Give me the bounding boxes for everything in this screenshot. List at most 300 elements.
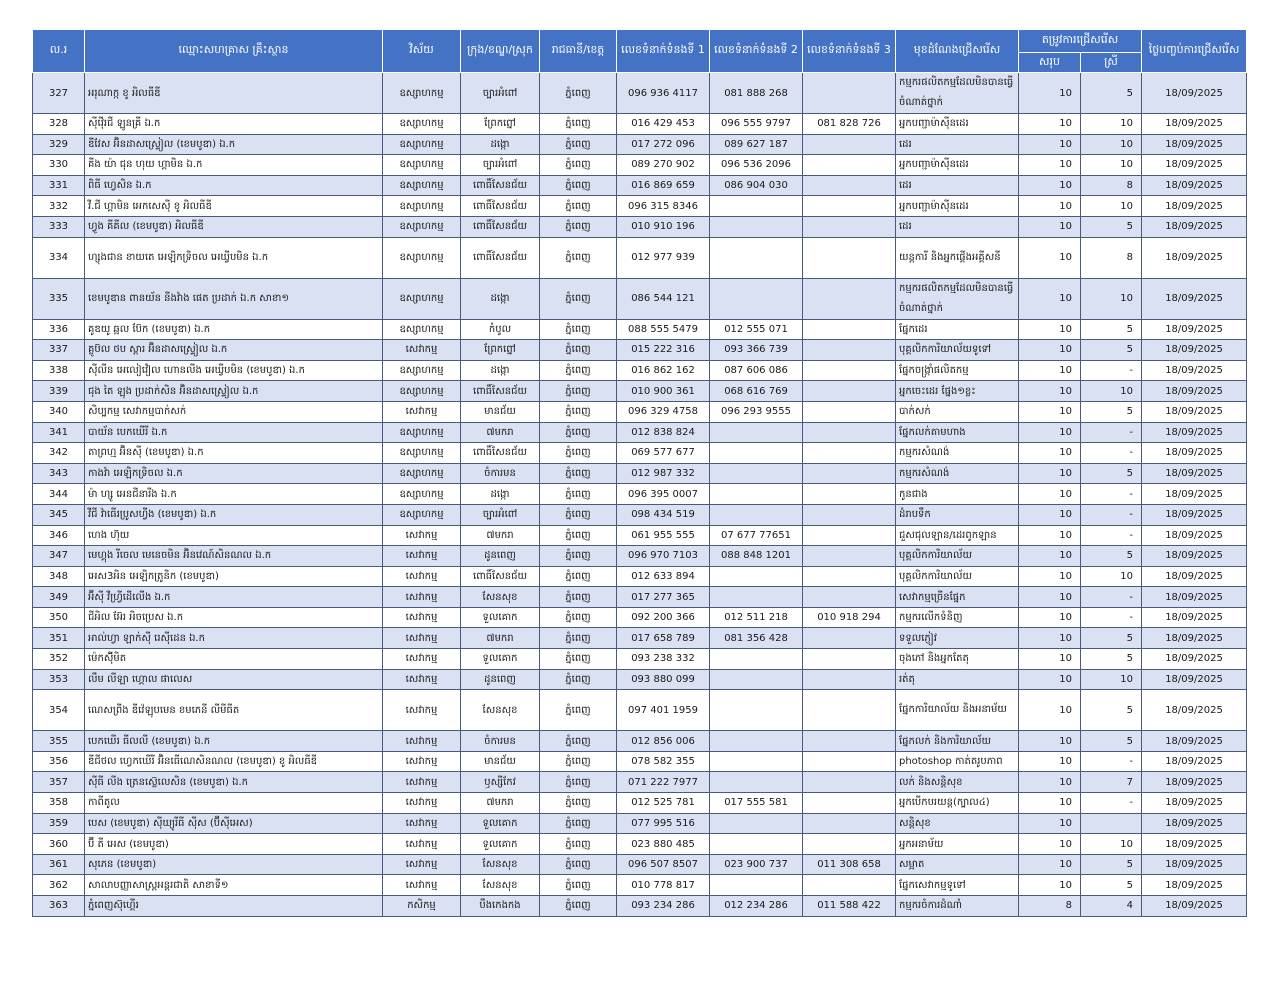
cell-row-number: 327 [33, 73, 85, 114]
cell-district: សែនសុខ [461, 875, 540, 896]
cell-position: កម្មករផលិតកម្មដែលមិនបានធ្វើចំណាត់ថ្នាក់ [896, 73, 1019, 114]
cell-female-count: 8 [1081, 175, 1142, 196]
table-row [33, 155, 1247, 176]
cell-female-count: 5 [1081, 216, 1142, 237]
cell-phone-2 [710, 649, 803, 670]
cell-district: ច្បារអំពៅ [461, 155, 540, 176]
cell-sector: ឧស្សាហកម្ម [383, 360, 461, 381]
cell-company-name: ជីអិល អ៊ែរ អិចប្រេស ឯ.ក [85, 607, 383, 628]
cell-phone-2: 07 677 77651 [710, 525, 803, 546]
cell-total-count: 10 [1019, 834, 1081, 855]
cell-company-name: ជុង តៃ ឡុង ប្រដាក់សិន អ៊ិនដាសស្ទ្រៀល ឯ.ក [85, 381, 383, 402]
table-row [33, 566, 1247, 587]
cell-total-count: 10 [1019, 175, 1081, 196]
cell-row-number: 359 [33, 813, 85, 834]
cell-province: ភ្នំពេញ [540, 381, 617, 402]
cell-row-number: 337 [33, 340, 85, 361]
cell-phone-1: 097 401 1959 [617, 690, 710, 731]
cell-deadline: 18/09/2025 [1142, 196, 1247, 217]
cell-district: ៧មករា [461, 525, 540, 546]
table-row [33, 525, 1247, 546]
cell-phone-3 [803, 504, 896, 525]
cell-total-count: 10 [1019, 875, 1081, 896]
cell-sector: ឧស្សាហកម្ម [383, 134, 461, 155]
cell-district: ដង្កោ [461, 278, 540, 319]
cell-female-count: 10 [1081, 155, 1142, 176]
cell-sector: ឧស្សាហកម្ម [383, 422, 461, 443]
cell-sector: ឧស្សាហកម្ម [383, 73, 461, 114]
cell-row-number: 355 [33, 731, 85, 752]
cell-phone-3 [803, 669, 896, 690]
cell-district: ទួលគោក [461, 813, 540, 834]
cell-province: ភ្នំពេញ [540, 751, 617, 772]
cell-row-number: 349 [33, 587, 85, 608]
cell-total-count: 10 [1019, 772, 1081, 793]
cell-phone-2 [710, 669, 803, 690]
cell-company-name: អេស3អិន អេឡិកត្រូនិក (ខេមបូឌា) [85, 566, 383, 587]
cell-phone-1: 010 910 196 [617, 216, 710, 237]
cell-company-name: ហេង ហ៊ុយ [85, 525, 383, 546]
cell-position: photoshop កាត់តរូបភាព [896, 751, 1019, 772]
cell-female-count: - [1081, 504, 1142, 525]
cell-phone-1: 096 507 8507 [617, 854, 710, 875]
cell-position: កូនជាង [896, 484, 1019, 505]
cell-position: ដេរ [896, 134, 1019, 155]
cell-phone-1: 017 272 096 [617, 134, 710, 155]
cell-position: យន្តការី និងអ្នកផ្គើងអគ្គីសនី [896, 237, 1019, 278]
cell-district: ទួលគោក [461, 607, 540, 628]
cell-female-count: 8 [1081, 237, 1142, 278]
cell-sector: ឧស្សាហកម្ម [383, 196, 461, 217]
cell-sector: សេវាកម្ម [383, 854, 461, 875]
cell-total-count: 10 [1019, 751, 1081, 772]
cell-row-number: 351 [33, 628, 85, 649]
table-row [33, 793, 1247, 814]
cell-sector: សេវាកម្ម [383, 813, 461, 834]
cell-phone-1: 012 633 894 [617, 566, 710, 587]
cell-deadline: 18/09/2025 [1142, 484, 1247, 505]
cell-row-number: 348 [33, 566, 85, 587]
table-row [33, 649, 1247, 670]
cell-total-count: 10 [1019, 381, 1081, 402]
cell-district: ទួលគោក [461, 834, 540, 855]
cell-total-count: 10 [1019, 216, 1081, 237]
cell-position: អ្នកចេះដេរ ផ្នែង១ខ្លះ [896, 381, 1019, 402]
cell-female-count: - [1081, 422, 1142, 443]
cell-female-count: 5 [1081, 875, 1142, 896]
cell-province: ភ្នំពេញ [540, 607, 617, 628]
cell-sector: ឧស្សាហកម្ម [383, 237, 461, 278]
cell-total-count: 10 [1019, 401, 1081, 422]
cell-phone-2 [710, 422, 803, 443]
cell-company-name: សាលាបញ្ញាសាស្ត្រអន្តរជាតិ សាខាទី១ [85, 875, 383, 896]
cell-female-count: 10 [1081, 566, 1142, 587]
cell-phone-3 [803, 484, 896, 505]
cell-phone-3: 011 588 422 [803, 896, 896, 917]
cell-province: ភ្នំពេញ [540, 155, 617, 176]
cell-company-name: ម៉េកស៊ុីមិត [85, 649, 383, 670]
cell-district: សែនសុខ [461, 854, 540, 875]
cell-position: រត់តុ [896, 669, 1019, 690]
cell-phone-1: 093 238 332 [617, 649, 710, 670]
cell-phone-3 [803, 175, 896, 196]
cell-phone-2 [710, 587, 803, 608]
cell-province: ភ្នំពេញ [540, 463, 617, 484]
cell-total-count: 10 [1019, 237, 1081, 278]
cell-province: ភ្នំពេញ [540, 834, 617, 855]
table-row [33, 134, 1247, 155]
cell-company-name: អរុណាក្ក ខូ អិលធីឌី [85, 73, 383, 114]
recruitment-table [32, 29, 1247, 917]
cell-phone-2 [710, 443, 803, 464]
cell-phone-3: 081 828 726 [803, 114, 896, 135]
cell-position: លក់ និងសន្តិសុខ [896, 772, 1019, 793]
cell-sector: សេវាកម្ម [383, 546, 461, 567]
cell-female-count: 10 [1081, 669, 1142, 690]
table-row [33, 360, 1247, 381]
cell-female-count: - [1081, 443, 1142, 464]
cell-female-count: 5 [1081, 401, 1142, 422]
cell-position: ចុងភៅ និងអ្នកតែតុ [896, 649, 1019, 670]
cell-row-number: 338 [33, 360, 85, 381]
cell-deadline: 18/09/2025 [1142, 793, 1247, 814]
cell-district: ដង្កោ [461, 134, 540, 155]
cell-deadline: 18/09/2025 [1142, 628, 1247, 649]
cell-company-name: អ៊ីស៊ី វីហ្វ្រីដើលើង ឯ.ក [85, 587, 383, 608]
cell-phone-1: 096 329 4758 [617, 401, 710, 422]
cell-phone-3 [803, 525, 896, 546]
header-company: ឈ្មោះសហគ្រាស គ្រឹះស្ថាន [85, 30, 383, 73]
cell-female-count: 4 [1081, 896, 1142, 917]
table-body [33, 73, 1247, 917]
cell-company-name: អាល់ហ្វា ឡាក់ស៊ី រេស៊ីដេន ឯ.ក [85, 628, 383, 649]
cell-deadline: 18/09/2025 [1142, 896, 1247, 917]
cell-female-count: - [1081, 587, 1142, 608]
cell-sector: ឧស្សាហកម្ម [383, 155, 461, 176]
cell-position: ទទួលភ្ញៀវ [896, 628, 1019, 649]
cell-sector: សេវាកម្ម [383, 566, 461, 587]
cell-province: ភ្នំពេញ [540, 484, 617, 505]
cell-company-name: ម៉ា ហ្សូ អេនជីនារីង ឯ.ក [85, 484, 383, 505]
cell-phone-1: 016 862 162 [617, 360, 710, 381]
table-row [33, 813, 1247, 834]
table-row [33, 114, 1247, 135]
cell-female-count: - [1081, 607, 1142, 628]
cell-row-number: 356 [33, 751, 85, 772]
cell-province: ភ្នំពេញ [540, 731, 617, 752]
cell-female-count: 10 [1081, 278, 1142, 319]
cell-sector: សេវាកម្ម [383, 525, 461, 546]
cell-company-name: វី.ជី ហ្គាមិន អេកសេស៊ី ខូ អិលធីឌី [85, 196, 383, 217]
cell-phone-1: 012 525 781 [617, 793, 710, 814]
cell-position: កម្មករចំការដំណាំ [896, 896, 1019, 917]
cell-phone-1: 098 434 519 [617, 504, 710, 525]
cell-phone-3 [803, 73, 896, 114]
cell-company-name: មេហ្គុង រីចេល មេនេចមិន អ៊ិនវេណ៍សិនណល ឯ.ក [85, 546, 383, 567]
cell-phone-3 [803, 546, 896, 567]
cell-total-count: 10 [1019, 319, 1081, 340]
cell-company-name: កាងវ៉ា អេឡិកទ្រិចល ឯ.ក [85, 463, 383, 484]
cell-district: ៧មករា [461, 628, 540, 649]
cell-company-name: បេកឃើរ ធីលលី (ខេមបូឌា) ឯ.ក [85, 731, 383, 752]
cell-row-number: 352 [33, 649, 85, 670]
cell-phone-2 [710, 566, 803, 587]
cell-female-count: 10 [1081, 196, 1142, 217]
cell-company-name: គីង យ៉ា ជុន ហុយ ហ្គាមិន ឯ.ក [85, 155, 383, 176]
cell-phone-3 [803, 566, 896, 587]
cell-position: បុគ្គលិកការិយាល័យ [896, 546, 1019, 567]
cell-row-number: 332 [33, 196, 85, 217]
cell-sector: ឧស្សាហកម្ម [383, 443, 461, 464]
cell-phone-2 [710, 237, 803, 278]
cell-phone-2 [710, 278, 803, 319]
cell-district: ចំការមន [461, 731, 540, 752]
cell-phone-3: 010 918 294 [803, 607, 896, 628]
cell-phone-2 [710, 751, 803, 772]
cell-deadline: 18/09/2025 [1142, 731, 1247, 752]
cell-female-count: - [1081, 525, 1142, 546]
cell-phone-3 [803, 319, 896, 340]
cell-phone-3 [803, 690, 896, 731]
cell-phone-1: 096 936 4117 [617, 73, 710, 114]
table-row [33, 381, 1247, 402]
cell-deadline: 18/09/2025 [1142, 422, 1247, 443]
cell-province: ភ្នំពេញ [540, 669, 617, 690]
cell-phone-2: 089 627 187 [710, 134, 803, 155]
cell-phone-1: 012 838 824 [617, 422, 710, 443]
header-phone1: លេខទំនាក់ទំនងទី 1 [617, 30, 710, 73]
cell-deadline: 18/09/2025 [1142, 360, 1247, 381]
cell-phone-1: 015 222 316 [617, 340, 710, 361]
cell-total-count: 10 [1019, 73, 1081, 114]
cell-phone-3 [803, 628, 896, 649]
cell-company-name: វីជី វ៉ាធើរប្រូសហ្វីង (ខេមបូឌា) ឯ.ក [85, 504, 383, 525]
cell-phone-1: 016 869 659 [617, 175, 710, 196]
cell-phone-2 [710, 463, 803, 484]
cell-female-count: 5 [1081, 649, 1142, 670]
cell-deadline: 18/09/2025 [1142, 834, 1247, 855]
cell-phone-3 [803, 381, 896, 402]
cell-total-count: 10 [1019, 607, 1081, 628]
cell-province: ភ្នំពេញ [540, 896, 617, 917]
cell-district: ព្រែកព្នៅ [461, 114, 540, 135]
cell-sector: សេវាកម្ម [383, 340, 461, 361]
cell-position: អ្នកបញ្ជាម៉ាស៊ីនដេរ [896, 114, 1019, 135]
table-row [33, 175, 1247, 196]
cell-phone-3 [803, 443, 896, 464]
cell-district: មានជ័យ [461, 751, 540, 772]
cell-deadline: 18/09/2025 [1142, 504, 1247, 525]
cell-position: សន្តិសុខ [896, 813, 1019, 834]
table-row [33, 834, 1247, 855]
cell-deadline: 18/09/2025 [1142, 854, 1247, 875]
cell-phone-2: 012 555 071 [710, 319, 803, 340]
cell-total-count: 10 [1019, 566, 1081, 587]
cell-phone-3 [803, 649, 896, 670]
cell-sector: ឧស្សាហកម្ម [383, 319, 461, 340]
cell-sector: ឧស្សាហកម្ម [383, 278, 461, 319]
cell-phone-3 [803, 278, 896, 319]
cell-female-count: 10 [1081, 114, 1142, 135]
cell-total-count: 10 [1019, 504, 1081, 525]
table-row [33, 401, 1247, 422]
cell-phone-2 [710, 875, 803, 896]
cell-phone-2: 017 555 581 [710, 793, 803, 814]
cell-district: ពោធិ៍សែនជ័យ [461, 566, 540, 587]
cell-sector: ឧស្សាហកម្ម [383, 381, 461, 402]
cell-district: បឹងកេងកង [461, 896, 540, 917]
cell-company-name: គ្លូប៊ល ថប ស្តារ អ៊ិនដាសស្ទ្រៀល ឯ.ក [85, 340, 383, 361]
cell-row-number: 333 [33, 216, 85, 237]
header-total: សរុប [1019, 53, 1081, 73]
cell-province: ភ្នំពេញ [540, 875, 617, 896]
cell-phone-1: 093 880 099 [617, 669, 710, 690]
cell-deadline: 18/09/2025 [1142, 649, 1247, 670]
cell-female-count: 7 [1081, 772, 1142, 793]
cell-total-count: 10 [1019, 422, 1081, 443]
cell-district: មានជ័យ [461, 401, 540, 422]
cell-position: អ្នកអនាម័យ [896, 834, 1019, 855]
cell-phone-1: 071 222 7977 [617, 772, 710, 793]
cell-row-number: 340 [33, 401, 85, 422]
cell-district: ពោធិ៍សែនជ័យ [461, 175, 540, 196]
cell-female-count: - [1081, 751, 1142, 772]
cell-total-count: 10 [1019, 463, 1081, 484]
cell-deadline: 18/09/2025 [1142, 463, 1247, 484]
cell-sector: សេវាកម្ម [383, 669, 461, 690]
cell-province: ភ្នំពេញ [540, 422, 617, 443]
header-recruit-group: តម្រូវការជ្រើសរើស [1019, 30, 1142, 53]
cell-phone-2 [710, 216, 803, 237]
cell-row-number: 347 [33, 546, 85, 567]
cell-phone-1: 069 577 677 [617, 443, 710, 464]
cell-province: ភ្នំពេញ [540, 772, 617, 793]
table-row [33, 628, 1247, 649]
cell-row-number: 361 [33, 854, 85, 875]
cell-total-count: 10 [1019, 360, 1081, 381]
recruitment-sheet [32, 29, 1246, 917]
cell-company-name: ស៊ីលីន អេលៀវ៉ៀល ហោនលីង អេឃ្វីបមិន (ខេមបូឌា) ឯ.ក [85, 360, 383, 381]
table-row [33, 607, 1247, 628]
cell-phone-3 [803, 360, 896, 381]
cell-province: ភ្នំពេញ [540, 134, 617, 155]
cell-female-count: - [1081, 793, 1142, 814]
cell-female-count: 10 [1081, 134, 1142, 155]
cell-phone-3 [803, 463, 896, 484]
cell-phone-1: 088 555 5479 [617, 319, 710, 340]
cell-position: ជួសជុលឡាន/ដេរពូកឡាន [896, 525, 1019, 546]
cell-total-count: 10 [1019, 155, 1081, 176]
cell-total-count: 10 [1019, 546, 1081, 567]
cell-province: ភ្នំពេញ [540, 196, 617, 217]
cell-row-number: 328 [33, 114, 85, 135]
cell-phone-3 [803, 834, 896, 855]
cell-total-count: 10 [1019, 669, 1081, 690]
cell-phone-2: 093 366 739 [710, 340, 803, 361]
cell-phone-1: 010 900 361 [617, 381, 710, 402]
cell-row-number: 357 [33, 772, 85, 793]
cell-total-count: 10 [1019, 134, 1081, 155]
cell-phone-1: 017 277 365 [617, 587, 710, 608]
cell-phone-1: 010 778 817 [617, 875, 710, 896]
cell-sector: សេវាកម្ម [383, 628, 461, 649]
cell-district: ពោធិ៍សែនជ័យ [461, 216, 540, 237]
cell-row-number: 341 [33, 422, 85, 443]
cell-total-count: 10 [1019, 484, 1081, 505]
cell-row-number: 334 [33, 237, 85, 278]
cell-sector: សេវាកម្ម [383, 751, 461, 772]
cell-female-count: 5 [1081, 628, 1142, 649]
table-row [33, 196, 1247, 217]
cell-position: បុគ្គលិកការិយាល័យ [896, 566, 1019, 587]
cell-company-name: គូឌយូ ឆ្អល ប៊ែក (ខេមបូឌា) ឯ.ក [85, 319, 383, 340]
cell-total-count: 10 [1019, 443, 1081, 464]
table-row [33, 463, 1247, 484]
table-row [33, 216, 1247, 237]
cell-sector: ឧស្សាហកម្ម [383, 114, 461, 135]
cell-female-count: 5 [1081, 463, 1142, 484]
cell-position: កម្មករផលិតកម្មដែលមិនបានធ្វើចំណាត់ថ្នាក់ [896, 278, 1019, 319]
cell-phone-2 [710, 504, 803, 525]
cell-phone-1: 061 955 555 [617, 525, 710, 546]
table-row [33, 319, 1247, 340]
cell-phone-3 [803, 813, 896, 834]
cell-phone-3 [803, 751, 896, 772]
cell-female-count: 5 [1081, 340, 1142, 361]
cell-company-name: កាពីតូល [85, 793, 383, 814]
cell-district: ទួលគោក [461, 649, 540, 670]
cell-phone-2: 012 234 286 [710, 896, 803, 917]
cell-district: ពោធិ៍សែនជ័យ [461, 443, 540, 464]
cell-position: ផ្នែកចង្ក្រាំផលិតកម្ម [896, 360, 1019, 381]
cell-row-number: 345 [33, 504, 85, 525]
cell-district: ពោធិ៍សែនជ័យ [461, 196, 540, 217]
cell-row-number: 342 [33, 443, 85, 464]
cell-deadline: 18/09/2025 [1142, 237, 1247, 278]
cell-sector: សេវាកម្ម [383, 401, 461, 422]
table-row [33, 896, 1247, 917]
cell-province: ភ្នំពេញ [540, 690, 617, 731]
cell-province: ភ្នំពេញ [540, 443, 617, 464]
cell-female-count: 5 [1081, 854, 1142, 875]
cell-company-name: បាយ័ន បេកឃើរី ឯ.ក [85, 422, 383, 443]
cell-row-number: 336 [33, 319, 85, 340]
table-row [33, 422, 1247, 443]
cell-position: កម្មករសំណង់ [896, 463, 1019, 484]
cell-phone-1: 077 995 516 [617, 813, 710, 834]
cell-district: ច្បារអំពៅ [461, 504, 540, 525]
header-phone3: លេខទំនាក់ទំនងទី 3 [803, 30, 896, 73]
table-row [33, 73, 1247, 114]
cell-company-name: ឌីវែស អ៊ិនដាសស្ទ្រៀល (ខេមបូឌា) ឯ.ក [85, 134, 383, 155]
cell-female-count: - [1081, 360, 1142, 381]
cell-phone-2: 096 293 9555 [710, 401, 803, 422]
cell-company-name: ពិធី ហ្វេសិន ឯ.ក [85, 175, 383, 196]
cell-sector: សេវាកម្ម [383, 587, 461, 608]
cell-deadline: 18/09/2025 [1142, 340, 1247, 361]
cell-female-count: 5 [1081, 319, 1142, 340]
cell-row-number: 344 [33, 484, 85, 505]
cell-phone-2 [710, 690, 803, 731]
cell-position: ផ្នែកការិយាល័យ និងអនាម័យ [896, 690, 1019, 731]
cell-company-name: ស៊ីធី លីង ត្រេនស៊្លេលេសិន (ខេមបូឌា) ឯ.ក [85, 772, 383, 793]
cell-phone-1: 016 429 453 [617, 114, 710, 135]
cell-total-count: 10 [1019, 690, 1081, 731]
cell-sector: សេវាកម្ម [383, 607, 461, 628]
cell-phone-2 [710, 196, 803, 217]
cell-province: ភ្នំពេញ [540, 216, 617, 237]
cell-total-count: 10 [1019, 793, 1081, 814]
